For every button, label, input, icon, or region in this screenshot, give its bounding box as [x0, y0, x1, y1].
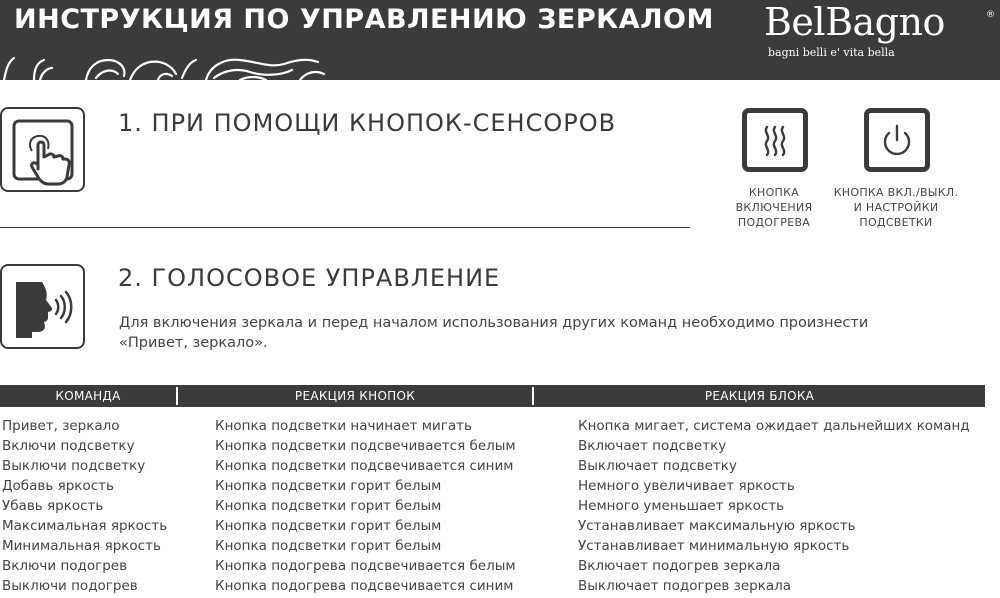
table-cell: Устанавливает максимальную яркость — [578, 518, 856, 534]
table-cell: Максимальная яркость — [2, 518, 168, 534]
table-cell: Убавь яркость — [2, 498, 104, 514]
brand-registered-mark: ® — [986, 10, 995, 20]
touch-hand-icon — [0, 107, 85, 192]
table-cell: Кнопка подсветки подсвечивается синим — [215, 458, 514, 474]
table-cell: Немного уменьшает яркость — [578, 498, 785, 514]
section-title-touch: 1. ПРИ ПОМОЩИ КНОПОК-СЕНСОРОВ — [118, 109, 617, 137]
table-cell: Немного увеличивает яркость — [578, 478, 795, 494]
table-cell: Кнопка подогрева подсвечивается белым — [215, 558, 516, 574]
table-cell: Кнопка подсветки горит белым — [215, 518, 442, 534]
table-cell: Кнопка подсветки подсвечивается белым — [215, 438, 516, 454]
table-cell: Включи подогрев — [2, 558, 128, 574]
heating-button-caption: КНОПКА ВКЛЮЧЕНИЯ ПОДОГРЕВА — [735, 186, 813, 229]
commands-column — [2, 416, 167, 596]
table-cell: Включает подсветку — [578, 438, 727, 454]
table-cell: Кнопка подсветки горит белым — [215, 478, 442, 494]
table-cell: Добавь яркость — [2, 478, 114, 494]
table-cell: Кнопка подсветки горит белым — [215, 538, 442, 554]
table-cell: Выключает подсветку — [578, 458, 737, 474]
voice-speaking-icon — [0, 264, 85, 349]
brand-logo — [760, 0, 1000, 64]
table-cell: Выключи подогрев — [2, 578, 138, 594]
section-title-voice: 2. ГОЛОСОВОЕ УПРАВЛЕНИЕ — [118, 264, 501, 292]
power-icon[interactable] — [864, 108, 930, 172]
heat-waves-icon[interactable] — [742, 108, 808, 172]
unit-reactions-column — [578, 416, 970, 596]
header-banner — [0, 0, 1000, 80]
power-button-caption: КНОПКА ВКЛ./ВЫКЛ. И НАСТРОЙКИ ПОДСВЕТКИ — [833, 186, 959, 229]
section-divider — [0, 227, 690, 228]
page-title: ИНСТРУКЦИЯ ПО УПРАВЛЕНИЮ ЗЕРКАЛОМ — [14, 4, 714, 35]
table-cell: Выключает подогрев зеркала — [578, 578, 792, 594]
button-reactions-column — [215, 416, 516, 596]
voice-description: Для включения зеркала и перед началом использования других команд необходимо произнести «Привет, зеркало». — [119, 315, 869, 351]
table-cell: Кнопка подогрева подсвечивается синим — [215, 578, 514, 594]
floral-ornament-icon — [0, 54, 340, 80]
column-header-button-reaction: РЕАКЦИЯ КНОПОК — [294, 389, 416, 403]
table-cell: Выключи подсветку — [2, 458, 146, 474]
table-cell: Включает подогрев зеркала — [578, 558, 781, 574]
table-cell: Кнопка подсветки начинает мигать — [215, 418, 472, 434]
table-cell: Привет, зеркало — [2, 418, 120, 434]
brand-tagline: bagni belli e' vita bella — [768, 46, 895, 59]
table-cell: Минимальная яркость — [2, 538, 161, 554]
table-cell: Кнопка подсветки горит белым — [215, 498, 442, 514]
brand-name: BelBagno — [764, 0, 945, 44]
table-header — [0, 385, 985, 407]
column-header-unit-reaction: РЕАКЦИЯ БЛОКА — [704, 389, 815, 403]
table-cell: Включи подсветку — [2, 438, 135, 454]
table-cell: Устанавливает минимальную яркость — [578, 538, 850, 554]
table-cell: Кнопка мигает, система ожидает дальнейших команд — [578, 418, 970, 434]
column-header-command: КОМАНДА — [55, 389, 121, 403]
